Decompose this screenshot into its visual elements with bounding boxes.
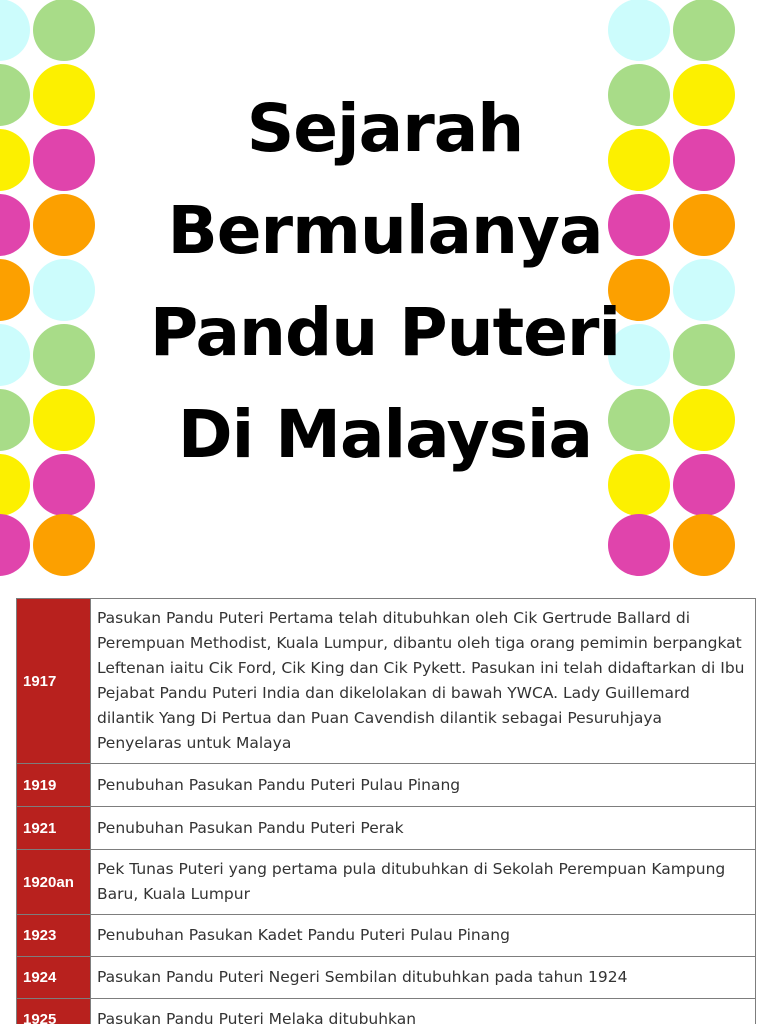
title-line-2: Bermulanya: [167, 192, 603, 269]
polka-dot: [608, 0, 670, 61]
polka-dot: [33, 259, 95, 321]
table-row: [17, 957, 756, 999]
timeline-table: [16, 598, 756, 1024]
description-cell: Penubuhan Pasukan Kadet Pandu Puteri Pulau Pinang: [91, 915, 756, 957]
table-row: [17, 599, 756, 764]
polka-dot: [33, 389, 95, 451]
polka-dot: [0, 129, 30, 191]
polka-dot: [0, 324, 30, 386]
title-line-4: Di Malaysia: [177, 396, 593, 473]
description-cell: Penubuhan Pasukan Pandu Puteri Perak: [91, 807, 756, 850]
description-cell: Penubuhan Pasukan Pandu Puteri Pulau Pinang: [91, 764, 756, 807]
polka-dot: [33, 129, 95, 191]
description-cell: Pasukan Pandu Puteri Melaka ditubuhkan: [91, 999, 756, 1024]
title-line-1: Sejarah: [246, 90, 524, 167]
polka-dot: [0, 64, 30, 126]
description-cell: Pasukan Pandu Puteri Negeri Sembilan ditubuhkan pada tahun 1924: [91, 957, 756, 999]
table-row: [17, 915, 756, 957]
polka-dot: [673, 389, 735, 451]
polka-dot: [0, 514, 30, 576]
divider: [0, 576, 768, 596]
polka-dot: [0, 389, 30, 451]
polka-dot: [0, 194, 30, 256]
polka-dot: [33, 324, 95, 386]
table-row: [17, 807, 756, 850]
polka-dot: [673, 129, 735, 191]
polka-dot: [33, 454, 95, 516]
year-cell: 1920an: [17, 850, 91, 915]
slide-title: [140, 78, 630, 486]
year-cell: 1921: [17, 807, 91, 850]
polka-dot: [33, 64, 95, 126]
title-line-3: Pandu Puteri: [149, 294, 621, 371]
timeline-table-container: [16, 598, 756, 1024]
polka-dot: [0, 454, 30, 516]
table-row: [17, 850, 756, 915]
polka-dot: [673, 64, 735, 126]
year-cell: 1919: [17, 764, 91, 807]
polka-dot: [673, 454, 735, 516]
polka-dot: [33, 0, 95, 61]
table-row: [17, 999, 756, 1024]
year-cell: 1925: [17, 999, 91, 1024]
table-row: [17, 764, 756, 807]
description-cell: Pasukan Pandu Puteri Pertama telah ditubuhkan oleh Cik Gertrude Ballard di Perempuan Methodist, Kuala Lumpur, dibantu oleh tiga orang pemimin berpangkat Leftenan iaitu Cik Ford, Cik King dan Cik Pykett. Pasukan ini telah didaftarkan di Ibu Pejabat Pandu Puteri India dan dikelolakan di bawah YWCA. Lady Guillemard dilantik Yang Di Pertua dan Puan Cavendish dilantik sebagai Pesuruhjaya Penyelaras untuk Malaya: [91, 599, 756, 764]
polka-dot: [33, 514, 95, 576]
polka-dot: [673, 324, 735, 386]
polka-dot: [33, 194, 95, 256]
polka-dot: [673, 0, 735, 61]
polka-dot: [608, 514, 670, 576]
year-cell: 1923: [17, 915, 91, 957]
polka-dot: [0, 259, 30, 321]
year-cell: 1917: [17, 599, 91, 764]
polka-dot: [0, 0, 30, 61]
description-cell: Pek Tunas Puteri yang pertama pula ditubuhkan di Sekolah Perempuan Kampung Baru, Kuala Lumpur: [91, 850, 756, 915]
year-cell: 1924: [17, 957, 91, 999]
polka-dot: [673, 514, 735, 576]
polka-dot: [673, 194, 735, 256]
polka-dot: [673, 259, 735, 321]
